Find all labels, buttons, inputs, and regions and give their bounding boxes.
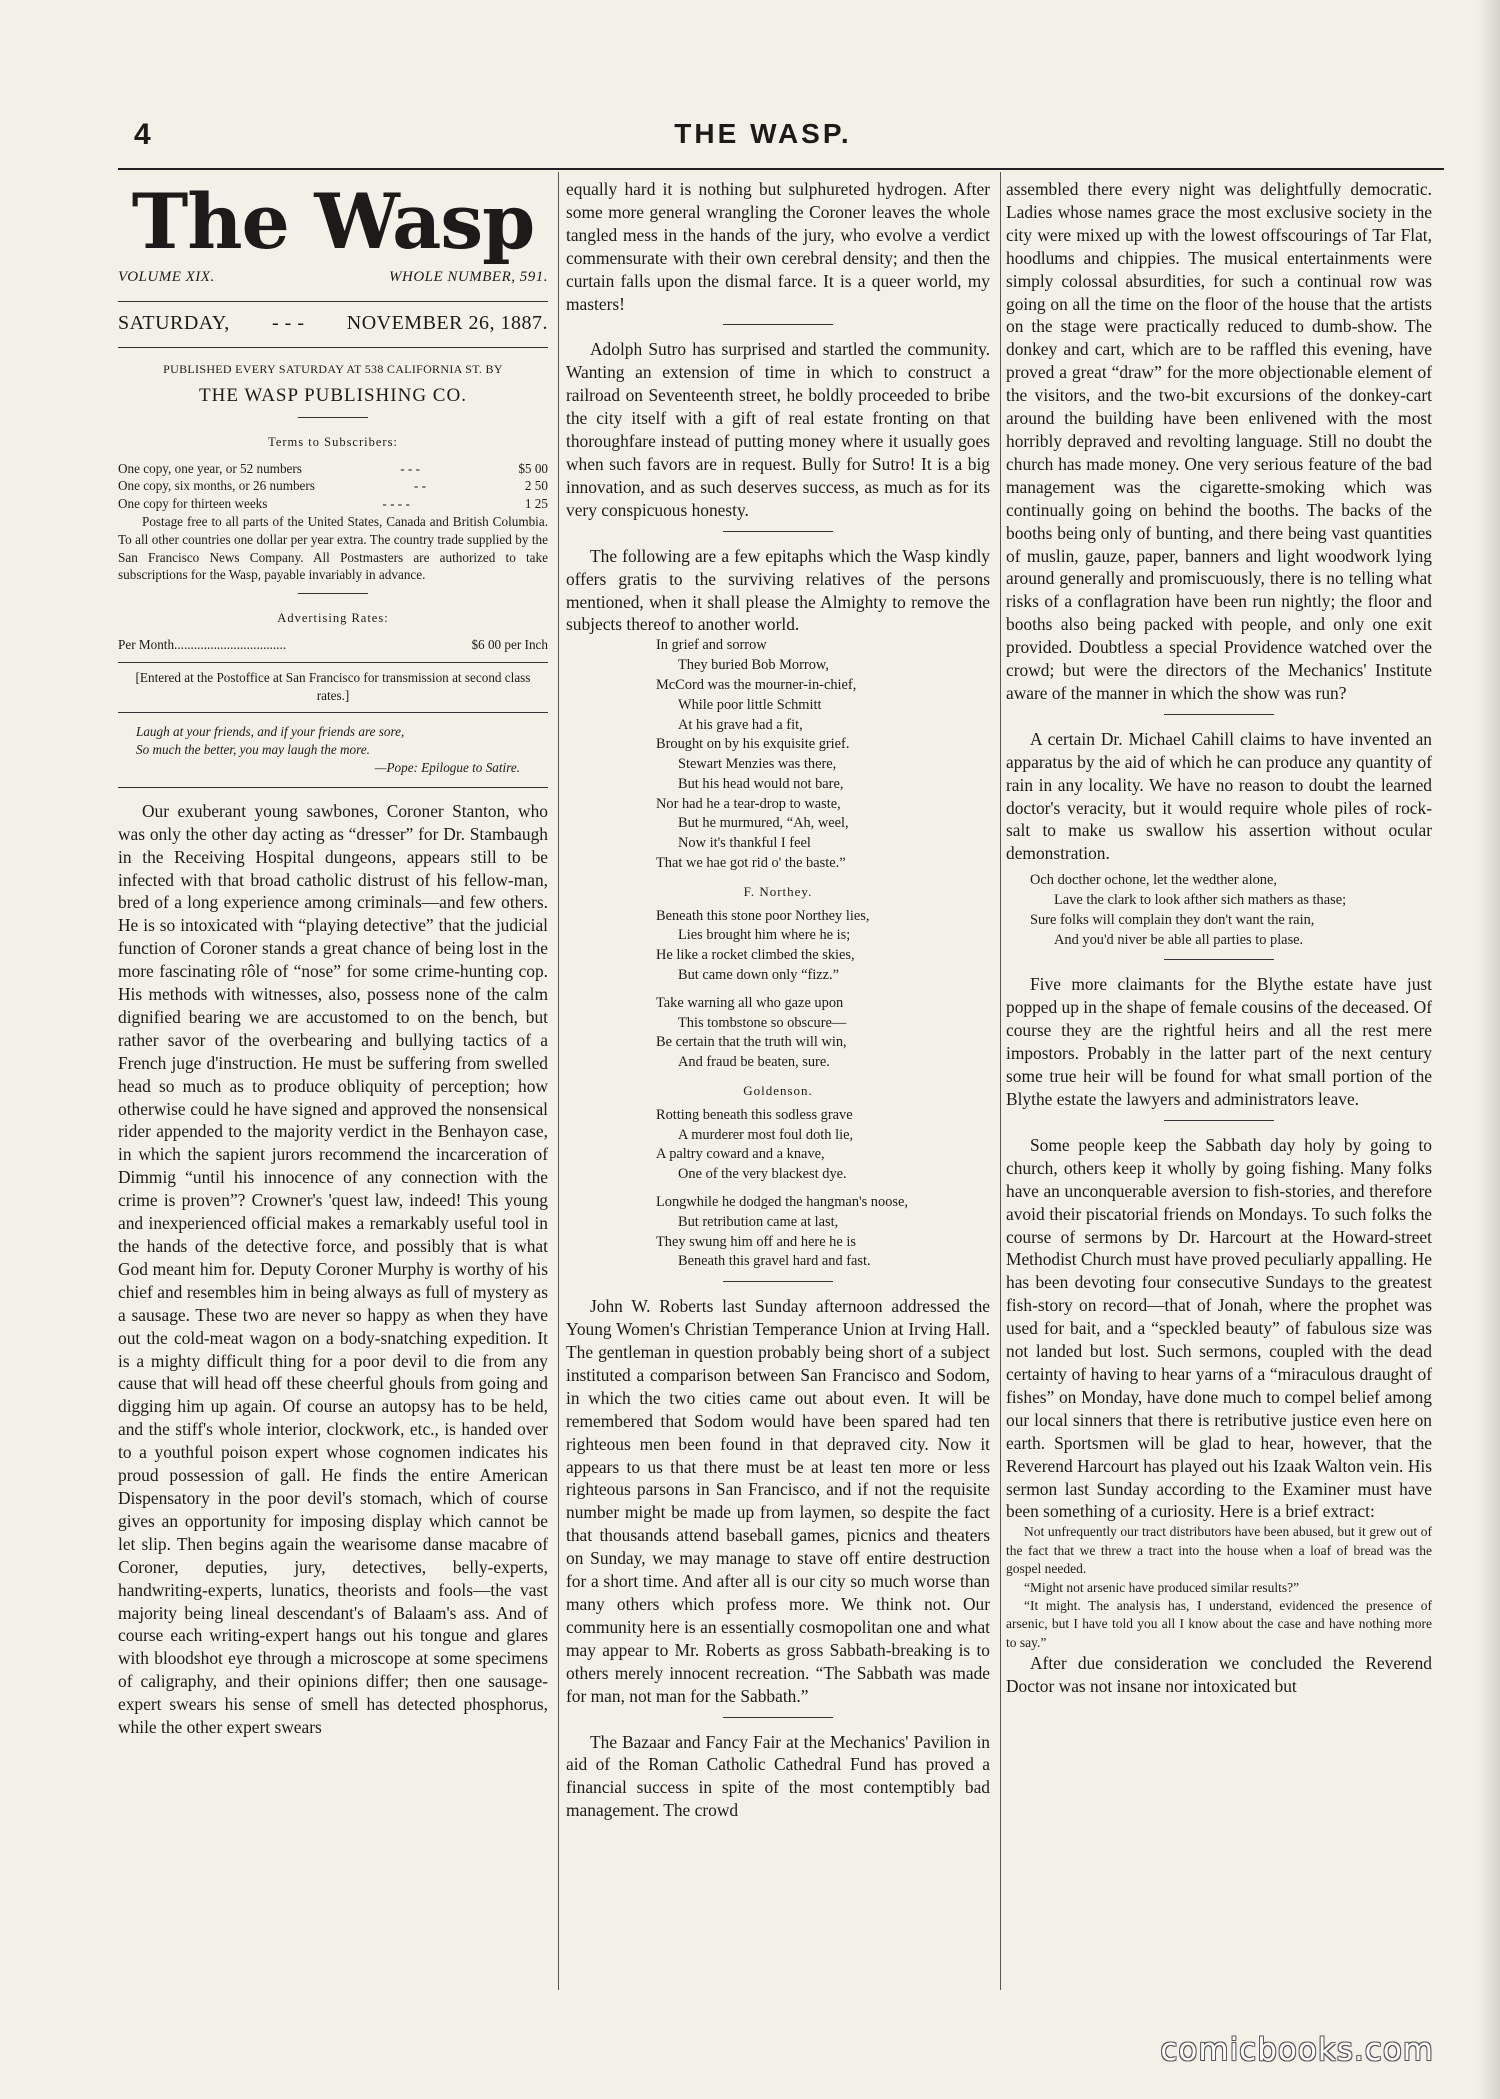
masthead-title: The Wasp	[131, 177, 535, 266]
running-title: THE WASP.	[674, 118, 852, 149]
motto-line: So much the better, you may laugh the more.	[136, 742, 370, 758]
poem-line: That we hae got rid o' the baste.”	[656, 855, 846, 872]
poem-line: But came down only “fizz.”	[678, 967, 840, 984]
site-watermark: comicbooks.com	[1160, 2032, 1434, 2068]
epitaph-heading: Goldenson.	[743, 1083, 813, 1099]
poem-stanza	[656, 1193, 990, 1272]
epitaph-heading: F. Northey.	[743, 883, 813, 899]
verse-line: Sure folks will complain they don't want the rain,	[1030, 911, 1315, 928]
separator	[1164, 959, 1274, 960]
entered-notice: [Entered at the Postoffice at San Francisco for transmission at second class rates.]	[135, 669, 531, 703]
separator	[298, 593, 368, 594]
poem-line: One of the very blackest dye.	[678, 1166, 847, 1183]
column-3	[1006, 178, 1432, 1698]
verse-line: Lave the clark to look afther sich mathers as thase;	[1054, 892, 1347, 909]
rule	[118, 712, 548, 713]
page-header	[118, 118, 1408, 158]
poem-line: While poor little Schmitt	[678, 696, 822, 713]
publisher-name: THE WASP PUBLISHING CO.	[199, 384, 467, 406]
poem-line: Beneath this stone poor Northey lies,	[656, 907, 870, 924]
poem-line: Take warning all who gaze upon	[656, 994, 844, 1011]
verse-line: Och docther ochone, let the wedther alone,	[1030, 872, 1277, 889]
terms-dots: - - -	[400, 460, 421, 476]
epitaph-poem	[566, 636, 990, 1272]
terms-row	[118, 460, 548, 478]
terms-row	[118, 495, 548, 513]
whole-number: WHOLE NUMBER, 591.	[389, 269, 548, 285]
advertising-heading: Advertising Rates:	[277, 611, 389, 626]
terms-price: 2 50	[524, 478, 548, 494]
terms-label: One copy for thirteen weeks	[118, 496, 268, 512]
separator	[723, 1717, 833, 1718]
poem-line: Rotting beneath this sodless grave	[656, 1106, 853, 1123]
quote-paragraph: “Might not arsenic have produced similar results?”	[1024, 1579, 1300, 1595]
separator	[723, 324, 833, 325]
column-rule-2	[1000, 172, 1001, 1990]
published-line: PUBLISHED EVERY SATURDAY AT 538 CALIFORNIA ST. BY	[163, 361, 503, 376]
article-sutro: Adolph Sutro has surprised and startled the community. Wanting an extension of time in which to construct a railroad on Seventeenth street, he boldly proceeded to bribe the city itself with a gift of real estate fronting on that thoroughfare instead of putting money where it usually goes when such favors are in request. Bully for Sutro! It is a big innovation, and as such deserves success, as much as for its very conspicuous honesty.	[566, 339, 990, 520]
terms-dots: - - - -	[382, 496, 410, 512]
quote-paragraph: Not unfrequently our tract distributors have been abused, but it grew out of the fact that we threw a tract into the house when a loaf of bread was the gospel needed.	[1006, 1524, 1432, 1577]
poem-line: This tombstone so obscure—	[678, 1014, 847, 1031]
poem-line: A murderer most foul doth lie,	[678, 1126, 854, 1143]
date-dashes: - - -	[272, 311, 305, 334]
separator	[723, 531, 833, 532]
terms-heading: Terms to Subscribers:	[268, 434, 398, 449]
volume-line	[118, 266, 548, 289]
poem-stanza	[656, 1106, 990, 1185]
poem-line: Stewart Menzies was there,	[678, 756, 837, 773]
date-text: NOVEMBER 26, 1887.	[346, 311, 548, 334]
separator	[1164, 714, 1274, 715]
advertising-row	[118, 636, 548, 654]
motto	[118, 723, 548, 776]
poem-line: Lies brought him where he is;	[678, 927, 851, 944]
poem-line: But retribution came at last,	[678, 1213, 839, 1230]
poem-line: But he murmured, “Ah, weel,	[678, 815, 849, 832]
terms-label: One copy, one year, or 52 numbers	[118, 460, 302, 476]
article-cahill: A certain Dr. Michael Cahill claims to have invented an apparatus by the aid of which he can produce any quantity of rain in any locality. We have no reason to doubt the learned doctor's veracity, but it would require whole piles of rock-salt to make us swallow his assertion without ocular demonstration.	[1006, 728, 1432, 864]
separator	[298, 417, 368, 418]
advertising-price: $6 00 per Inch	[471, 637, 548, 653]
poem-line: Brought on by his exquisite grief.	[656, 736, 850, 753]
terms-dots: - -	[413, 478, 426, 494]
poem-line: McCord was the mourner-in-chief,	[656, 676, 857, 693]
poem-stanza	[656, 907, 990, 986]
poem-line: Longwhile he dodged the hangman's noose,	[656, 1194, 908, 1211]
column-2	[566, 178, 990, 1822]
poem-line: Nor had he a tear-drop to waste,	[656, 795, 841, 812]
article-blythe: Five more claimants for the Blythe estate have just popped up in the shape of female cousins of the deceased. Of course they are the rightful heirs and all the rest mere impostors. Probably in the latter part of the next century some true heir will be found for what small portion of the Blythe estate the lawyers and administrators leave.	[1006, 974, 1432, 1109]
verse-line: And you'd niver be able all parties to plase.	[1054, 931, 1304, 948]
article-coroner-cont: equally hard it is nothing but sulphureted hydrogen. After some more general wrangling the Coroner leaves the whole tangled mess in the hands of the jury, who evolve a verdict commensurate with their own cerebral density; and then the curtain falls upon the dismal farce. It is a queer world, my masters!	[566, 179, 990, 314]
postage-notice: Postage free to all parts of the United States, Canada and British Columbia. To all other countries one dollar per year extra. The country trade supplied by the San Francisco News Company. All Postmasters are authorized to take subscriptions for the Wasp, payable invariably in advance.	[118, 513, 548, 583]
poem-line: Be certain that the truth will win,	[656, 1034, 847, 1051]
poem-line: They buried Bob Morrow,	[678, 657, 829, 674]
terms-price: $5 00	[518, 460, 548, 476]
column-1	[118, 178, 548, 1739]
advertising-label: Per Month..................................	[118, 637, 287, 653]
poem-line: Beneath this gravel hard and fast.	[678, 1253, 871, 1270]
motto-attribution: —Pope: Epilogue to Satire.	[374, 760, 520, 775]
article-epitaphs: The following are a few epitaphs which the Wasp kindly offers gratis to the surviving relatives of the persons mentioned, when it shall please the Almighty to remove the subjects thereof to another world.	[566, 545, 990, 635]
poem-line: But his head would not bare,	[678, 775, 844, 792]
article-roberts: John W. Roberts last Sunday afternoon addressed the Young Women's Christian Temperance Union at Irving Hall. The gentleman in question probably being short of a subject instituted a comparison between San Francisco and Sodom, in which the two cities came out about even. It will be remembered that Sodom would have been spared had ten righteous men been found in that depraved city. Now it appears to us that there must be at least ten more or less righteous parsons in San Francisco, and if not the requisite number might be made up from laymen, so despite the fact that thousands attend baseball games, picnics and theaters on Sunday, we may manage to stave off entire destruction for a short time. And after all is our city so much worse than many others which profess more. We think not. Our community here is an essentially cosmopolitan one and what may appear to Mr. Roberts as gross Sabbath-breaking is to others merely innocent recreation. “The Sabbath was made for man, not man for the Sabbath.”	[566, 1296, 990, 1706]
rain-verse	[1006, 871, 1432, 950]
poem-line: He like a rocket climbed the skies,	[656, 947, 855, 964]
poem-line: Now it's thankful I feel	[678, 835, 811, 852]
dateline	[118, 312, 548, 335]
poem-line: In grief and sorrow	[656, 637, 767, 654]
article-sabbath: Some people keep the Sabbath day holy by going to church, others keep it wholly by going fishing. Many folks have an unconquerable aversion to fish-stories, and therefore avoid their piscatorial friends on Mondays. To such folks the course of sermons by Dr. Harcourt at the Howard-street Methodist Church must have proved peculiarly appalling. He has been devoting four consecutive Sundays to the greatest fish-story on record—that of Jonah, where the prophet was used for bait, and a “speckled beauty” of fabulous size was not landed but lost. Such sermons, coupled with the dead certainty of having to hear yarns of a “miraculous draught of fishes” on Monday, have done much to compel belief among our local sinners that there is retributive justice even here on earth. Sportsmen will be glad to hear, however, that the Reverend Harcourt has played out his Izaak Walton vein. His sermon last Sunday according to the Examiner must have been something of a curiosity. Here is a brief extract:	[1006, 1134, 1432, 1522]
sermon-extract	[1006, 1523, 1432, 1652]
terms-label: One copy, six months, or 26 numbers	[118, 478, 315, 494]
masthead-rule	[118, 301, 548, 302]
date-day: SATURDAY,	[118, 311, 230, 334]
header-rule	[118, 168, 1444, 170]
separator	[1164, 1120, 1274, 1121]
motto-line: Laugh at your friends, and if your friends are sore,	[136, 724, 405, 740]
terms-row	[118, 477, 548, 495]
article-sabbath-conclusion: After due consideration we concluded the Reverend Doctor was not insane nor intoxicated but	[1006, 1653, 1432, 1697]
poem-line: They swung him off and here he is	[656, 1233, 856, 1250]
poem-stanza	[656, 636, 990, 874]
dateline-rule	[118, 347, 548, 348]
article-bazaar-cont: assembled there every night was delightfully democratic. Ladies whose names grace the most exclusive society in the city were mixed up with the lowest offscourings of Tar Flat, hoodlums and chippies. The musical entertainments were simply colossal absurdities, for such a continual row was going on all the time on the floor of the house that the artists on the stage were practically reduced to dumb-show. The donkey and cart, which are to be raffled this evening, have proved a great “draw” for the more objectionable element of the visitors, and the two-bit excursions of the donkey-cart around the building have been enlivened with the most horribly depraved and revolting language. Still no doubt the church has made money. One very serious feature of the bad management was the cigarette-smoking which was continually going on behind the booths. The backs of the booths being only of bunting, and there being vast quantities of muslin, gauze, paper, banners and light woodwork lying around generally and promiscuously, there is no telling what risks of a conflagration have been run nightly; the floor and booths also being packed with people, and only one exit provided. Doubtless a special Providence watched over the crowd; but were the directors of the Mechanics' Institute aware of the manner in which the show was run?	[1006, 179, 1432, 703]
poem-line: At his grave had a fit,	[678, 716, 803, 733]
separator	[723, 1281, 833, 1282]
quote-paragraph: “It might. The analysis has, I understand, evidenced the presence of arsenic, but I have told you all I know about the case and have nothing more to say.”	[1006, 1597, 1432, 1650]
page-number: 4	[134, 118, 151, 151]
poem-line: And fraud be beaten, sure.	[678, 1054, 830, 1071]
column-rule-1	[558, 172, 559, 1990]
article-coroner: Our exuberant young sawbones, Coroner Stanton, who was only the other day acting as “dresser” for Dr. Stambaugh in the Receiving Hospital dungeons, appears still to be infected with that broad catholic distrust of his fellow-man, bred of a long experience among criminals—and few others. He is so intoxicated with “playing detective” that the judicial function of Coroner stands a great chance of being lost in the more fascinating rôle of “nose” for some crime-hunting cop. His methods with witnesses, also, possess none of the calm dignified bearing we are accustomed to on the bench, but rather savor of the overbearing and bullying tactics of a French juge d'instruction. He must be suffering from swelled head so much as to produce obliquity of perception; how otherwise could he have signed and approved the nonsensical rider appended to the majority verdict in the Benhayon case, in which the sapient jurors recommend the incarceration of Dimmig “until his innocence of any connection with the crime is proven”? Crowner's 'quest law, indeed! This young and inexperienced official makes a remarkably useful tool in the hands of the detective force, and possibly that is what God meant him for. Deputy Coroner Murphy is worthy of his chief and resembles him in being always as full of mystery as a sausage. These two are never so happy as when they have out the cold-meat wagon on a body-snatching expedition. It is a mighty difficult thing for a poor devil to die from any cause that will head off these cheerful ghouls from going and digging him up again. Of course an autopsy has to be held, and the stiff's whole interior, clockwork, etc., is handed over to a youthful poison expert whose cognomen indicates his proud possession of gall. He finds the entire American Dispensatory in the poor devil's stomach, which of course gives an opportunity for imposing display which cannot be let slip. Then begins again the wearisome danse macabre of Coroner, deputies, jury, detectives, belly-experts, handwriting-experts, lunatics, theorists and fools—the vast majority being lineal descendant's of Balaam's ass. And of course each writing-expert hangs out his tongue and glares with bloodshot eye through a microscope at some specimens of caligraphy, and their opinions differ; then one sausage-expert swears his sense of smell has detected phosphorus, while the other expert swears	[118, 800, 548, 1738]
terms-price: 1 25	[524, 496, 548, 512]
article-bazaar: The Bazaar and Fancy Fair at the Mechanics' Pavilion in aid of the Roman Catholic Cathedral Fund has proved a financial success in spite of the most contemptibly bad management. The crowd	[566, 1731, 990, 1821]
rule	[118, 787, 548, 788]
volume: VOLUME XIX.	[118, 269, 215, 285]
poem-line: A paltry coward and a knave,	[656, 1146, 825, 1163]
rule	[118, 662, 548, 663]
poem-stanza	[656, 994, 990, 1073]
page-edge-shadow	[1478, 0, 1500, 2099]
